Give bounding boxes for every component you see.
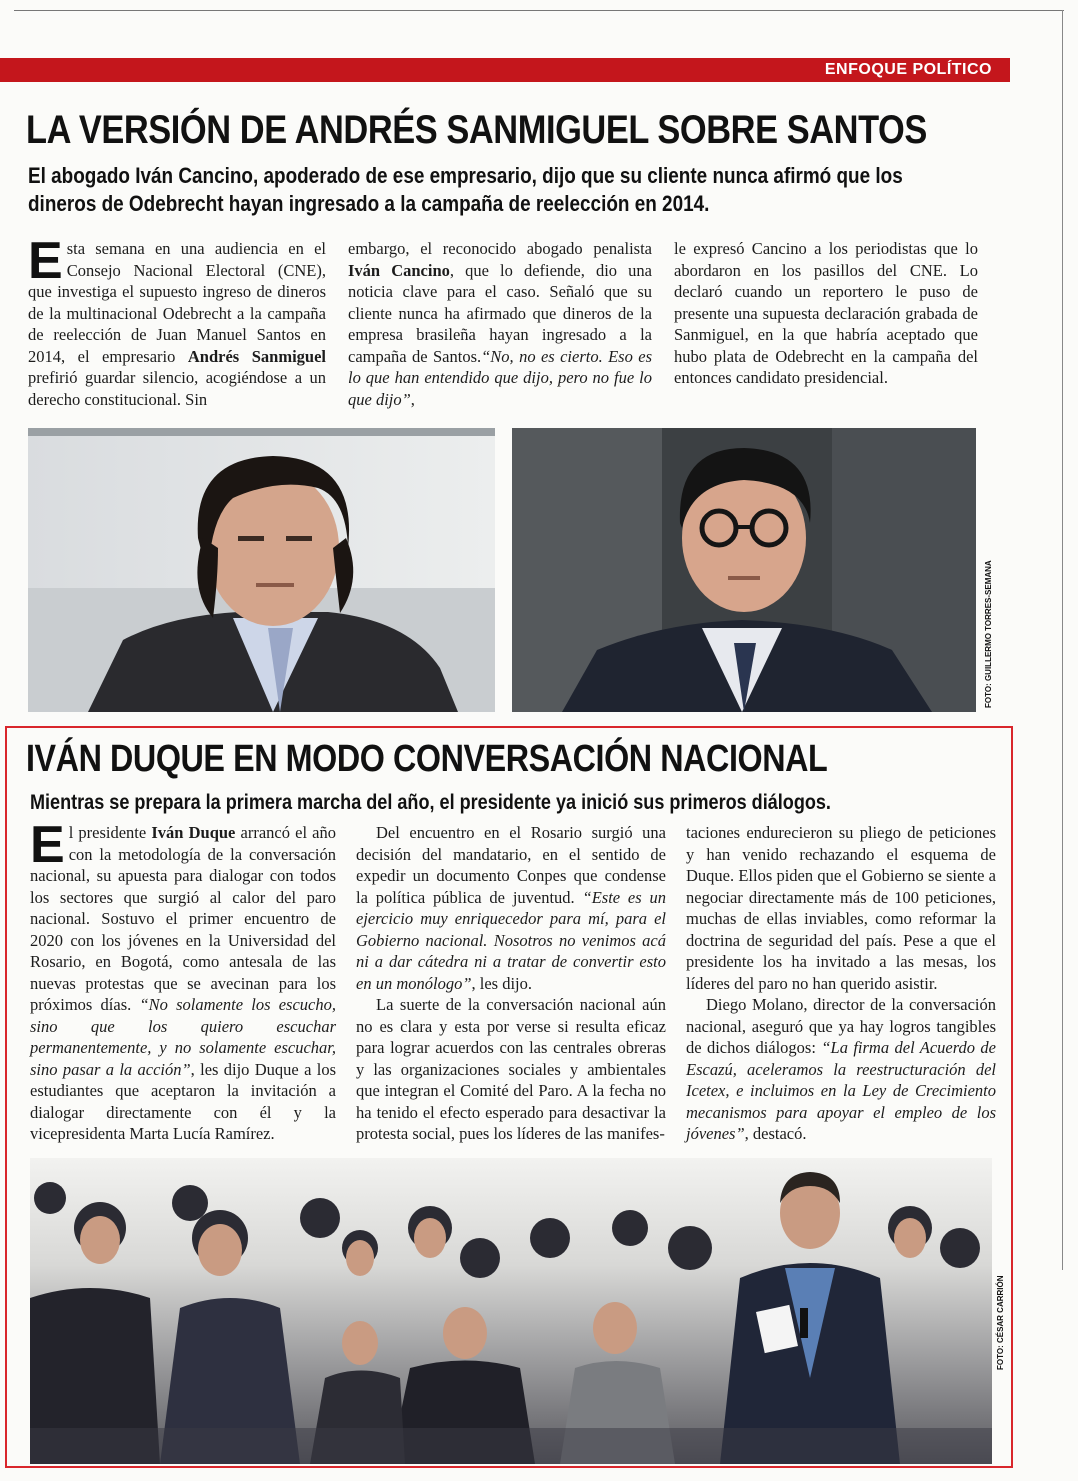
article1-column-2: embargo, el reconocido abogado penalista Iván Cancino, que lo defiende, dio una noticia clave para el caso. Señaló que su cliente nunca ha afirmado que dineros de la empresa brasileña hayan ingresado a la campaña de Santos.“No, no es cierto. Eso es lo que han entendido que dijo, pero no fue lo que dijo”,: [348, 239, 652, 409]
article1-headline: LA VERSIÓN DE ANDRÉS SANMIGUEL SOBRE SANTOS: [26, 108, 927, 152]
photo-credit-2: FOTO: CÉSAR CARRIÓN: [996, 1275, 1005, 1370]
drop-cap-2: E: [30, 816, 65, 874]
article2-column-3: taciones endurecieron su pliego de peticiones y han venido rechazando el esquema de Duque. Ellos piden que el Gobierno se siente a negociar directamente más de 100 peticiones, muchas de ellas inviables, como reformar la doctrina de seguridad del país. Pese a que el presidente los ha invitado a las mesas, los líderes del paro no han querido asistir. Diego Molano, director de la conversación nacional, aseguró que ya hay logros tangibles de dichos diálogos: “La firma del Acuerdo de Escazú, aceleramos la reestructuración del Icetex, e incluimos en la Ley de Crecimiento mecanismos para apoyar el empleo de los jóvenes”, destacó.: [686, 823, 997, 1143]
top-rule: [14, 10, 1064, 11]
section-bar: [0, 58, 1010, 82]
photo-andres-sanmiguel: [28, 428, 495, 712]
article2-column-2: Del encuentro en el Rosario surgió una decisión del mandatario, en el sentido de expedir un documento Conpes que condense la política pública de juventud. “Este es un ejercicio muy enriquecedor para mí, para el Gobierno nacional. Nosotros no venimos acá ni a dar cátedra ni a tratar de convertir esto en un monólogo”, les dijo. La suerte de la conversación nacional aún no es clara y esta por verse si resulta eficaz para lograr acuerdos con las centrales obreras y las organizaciones sociales y ambientales que integran el Comité del Paro. A la fecha no ha tenido el efecto esperado para desactivar la protesta social, pues los líderes de las manifes-: [356, 823, 666, 1143]
article2-deck: Mientras se prepara la primera marcha del año, el presidente ya inició sus primeros diálogos.: [30, 791, 831, 814]
photo-crowd-ivan-duque: [30, 1158, 992, 1464]
photo-ivan-cancino: [512, 428, 976, 712]
article1-deck: El abogado Iván Cancino, apoderado de ese empresario, dijo que su cliente nunca afirmó que los dineros de Odebrecht hayan ingresado a la campaña de reelección en 2014.: [28, 163, 903, 216]
article1-column-3: le expresó Cancino a los periodistas que lo abordaron en los pasillos del CNE. Lo declaró cuando un reportero le puso de presente una supuesta declaración grabada de Sanmiguel, en la que habría aceptado que hubo plata de Odebrecht en la campaña del entonces candidato presidencial.: [674, 239, 978, 387]
right-rule: [1062, 10, 1063, 1270]
article2-column-1: El presidente Iván Duque arrancó el año con la metodología de la conversación nacional, su apuesta para dialogar con todos los sectores que surgió al calor del paro nacional. Sostuvo el primer encuentro de 2020 con los jóvenes en la Universidad del Rosario, en Bogotá, como antesala de las nuevas protestas que se avecinan para los próximos días. “No solamente los escucho, sino que los quiero escuchar permanentemente, y no solamente escuchar, sino pasar a la acción”, les dijo Duque a los estudiantes que aceptaron la invitación a dialogar directamente con él y la vicepresidenta Marta Lucía Ramírez.: [30, 816, 336, 1143]
photo-credit-1: FOTO: GUILLERMO TORRES-SEMANA: [984, 560, 993, 708]
section-label: ENFOQUE POLÍTICO: [824, 61, 992, 78]
article2-headline: IVÁN DUQUE EN MODO CONVERSACIÓN NACIONAL: [26, 738, 828, 780]
article1-column-1: Esta semana en una audiencia en el Consejo Nacional Electoral (CNE), que investiga el supuesto ingreso de dineros de la multinacional Odebrecht a la campaña de reelección de Juan Manuel Santos en 2014, el empresario Andrés Sanmiguel prefirió guardar silencio, acogiéndose a un derecho constitucional. Sin: [28, 232, 326, 409]
drop-cap: E: [28, 232, 63, 290]
